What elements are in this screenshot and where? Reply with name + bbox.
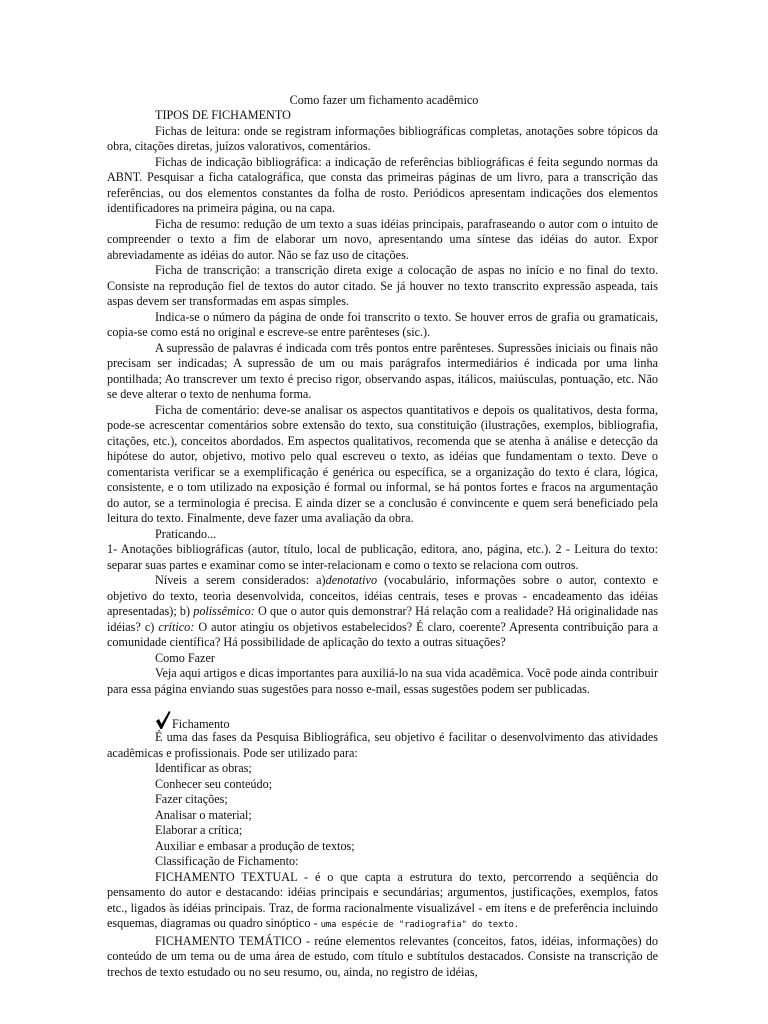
list-item: Analisar o material; [155,807,252,822]
list-item: Elaborar a crítica; [155,823,243,837]
paragraph-fichas-leitura: Fichas de leitura: onde se registram informações bibliográficas completas, anotações sobre tópicos da obra, citações diretas, juízos valorativos, comentários. [107,123,658,153]
niveis-text-d: O autor atingiu os objetivos estabelecidos? É claro, coerente? Apresenta contribuição para a comunidade científica? Há possibilidade de aplicação do texto a outras situações? [107,619,658,649]
paragraph-fichamento-textual [107,870,658,934]
term-critico: crítico: [158,619,195,634]
paragraph-fichamento-tematico: FICHAMENTO TEMÁTICO - reúne elementos relevantes (conceitos, fatos, idéias, informações) do conteúdo de um tema ou de uma área de estudo, com título e subtítulos destacados. Consiste na transcrição de trechos de texto estudado ou no seu resumo, ou, ainda, no registro de idéias, [107,933,658,979]
paragraph-fases: É uma das fases da Pesquisa Bibliográfica, seu objetivo é facilitar o desenvolvimento das atividades acadêmicas e profissionais. Pode ser utilizado para: [107,730,658,760]
niveis-text-a: Níveis a serem considerados: a) [155,573,326,587]
list-item: Conhecer seu conteúdo; [155,776,273,791]
term-polissemico: polissêmico: [193,604,255,618]
section-heading: TIPOS DE FICHAMENTO [155,108,291,122]
praticando-label: Praticando... [155,526,217,541]
textual-small-text: uma espécie de "radiografia" do texto. [320,920,519,930]
paragraph-ficha-comentario: Ficha de comentário: deve-se analisar os aspectos quantitativos e depois os qualitativos, desta forma, pode-se acrescentar comentários sobre extensão do texto, sua constituição (ilustrações, exemplos, bibliografia, citações, etc.), conceitos abordados. Em aspectos qualitativos, recomenda que se atenha à análise e detecção da hipótese do autor, objetivo, motivo pelo qual escreveu o texto, as idéias que fundamentam o texto. Deve o comentarista verificar se a exemplificação é genérica ou específica, se a organização do texto é clara, lógica, consistente, e o tom utilizado na exposição é formal ou informal, se há pontos fortes e fracos na argumentação do autor, se a terminologia é precisa. E ainda dizer se a conclusão é convincente e quem será beneficiado pela leitura do texto. Finalmente, deve fazer uma avaliação da obra. [107,402,658,525]
paragraph-niveis [107,573,658,651]
niveis-text-b: (vocabulário, informações sobre o autor, contexto e objetivo do texto, teoria desenvolvida, conceitos, idéias centrais, teses e provas - encadeamento das idéias apresentadas); b) [107,573,658,618]
paragraph-supressao: A supressão de palavras é indicada com três pontos entre parênteses. Supressões iniciais ou finais não precisam ser indicadas; A supressão de um ou mais parágrafos intermediários é indicada por uma linha pontilhada; Ao transcrever um texto é preciso rigor, observando aspas, itálicos, maiúsculas, pontuação, etc. Não se deve alterar o texto de nenhuma forma. [107,340,658,401]
paragraph-anotacoes: 1- Anotações bibliográficas (autor, título, local de publicação, editora, ano, página, etc.). 2 - Leitura do texto: separar suas partes e examinar como se inter-relacionam e como o texto se relaciona com outros. [107,542,658,572]
list-item: Classificação de Fichamento: [155,854,299,868]
fichamento-heading [107,710,658,730]
list-item: Fazer citações; [155,792,228,806]
paragraph-indica-pagina: Indica-se o número da página de onde foi transcrito o texto. Se houver erros de grafia ou gramaticais, copia-se como está no original e escreve-se entre parênteses (sic.). [107,309,658,339]
como-fazer-label: Como Fazer [155,650,215,665]
uses-list [107,761,658,870]
niveis-text-c: O que o autor quis demonstrar? Há relação com a realidade? Há originalidade nas idéias? c) [107,604,659,634]
paragraph-indicacao-bibliografica: Fichas de indicação bibliográfica: a indicação de referências bibliográficas é feita segundo normas da ABNT. Pesquisar a ficha catalográfica, que consta das primeiras páginas de um livro, para a transcrição das referências, ou dos elementos constantes da folha de rosto. Periódicos apresentam indicações dos elementos identificadores na primeira página, ou na capa. [107,154,658,215]
checkmark-icon [155,710,171,730]
textual-text: FICHAMENTO TEXTUAL - é o que capta a estrutura do texto, percorrendo a seqüência do pensamento do autor e destacando: idéias principais e secundárias; argumentos, justificações, exemplos, fatos etc., ligados às idéias principais. Traz, de forma racionalmente visualizável - em itens e de preferência incluindo esquemas, diagramas ou quadro sinóptico - [107,869,658,930]
term-denotativo: denotativo [325,573,378,587]
paragraph-veja-aqui: Veja aqui artigos e dicas importantes para auxiliá-lo na sua vida acadêmica. Você pode ainda contribuir para essa página enviando suas sugestões para nosso e-mail, essas sugestões podem ser publicadas. [107,666,658,696]
fichamento-label: Fichamento [172,717,230,731]
paragraph-ficha-transcricao: Ficha de transcrição: a transcrição direta exige a colocação de aspas no início e no final do texto. Consiste na reprodução fiel de textos do autor citado. Se já houver no texto transcrito expressão aspeada, tais aspas devem ser transformadas em aspas simples. [107,263,658,308]
document-body [107,108,658,980]
document-title: Como fazer um fichamento acadêmico [289,93,479,107]
list-item: Identificar as obras; [155,761,252,775]
paragraph-ficha-resumo: Ficha de resumo: redução de um texto a suas idéias principais, parafraseando o autor com o intuito de compreender o texto a fim de elaborar um novo, apresentando uma síntese das idéias do autor. Expor abreviadamente as idéias do autor. Não se faz uso de citações. [107,216,658,262]
list-item: Auxiliar e embasar a produção de textos; [155,838,355,853]
